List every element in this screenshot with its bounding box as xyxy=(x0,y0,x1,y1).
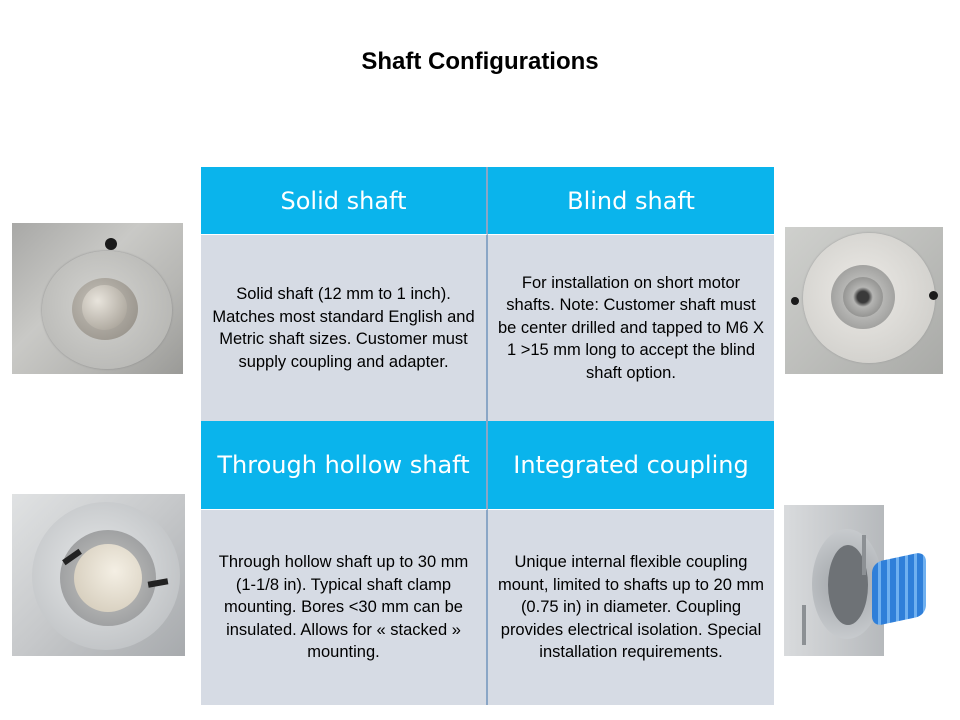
desc-blind-shaft: For installation on short motor shafts. Note: Customer shaft must be center drilled and tapped to M6 X 1 >15 mm long to accept the blind shaft option. xyxy=(488,234,774,421)
desc-through-hollow-shaft: Through hollow shaft up to 30 mm (1-1/8 in). Typical shaft clamp mounting. Bores <30 mm can be insulated. Allows for « stacked » mounting. xyxy=(201,509,488,705)
integrated-coupling-photo xyxy=(784,505,943,656)
header-integrated-coupling: Integrated coupling xyxy=(488,421,774,509)
blind-shaft-photo xyxy=(785,227,943,374)
header-through-hollow-shaft: Through hollow shaft xyxy=(201,421,488,509)
through-hollow-shaft-photo xyxy=(12,494,185,656)
desc-integrated-coupling: Unique internal flexible coupling mount, limited to shafts up to 20 mm (0.75 in) in diameter. Coupling provides electrical isolation. Special installation requirements. xyxy=(488,509,774,705)
slide-title: Shaft Configurations xyxy=(361,48,599,75)
header-blind-shaft: Blind shaft xyxy=(488,167,774,234)
header-solid-shaft: Solid shaft xyxy=(201,167,488,234)
desc-solid-shaft: Solid shaft (12 mm to 1 inch). Matches most standard English and Metric shaft sizes. Customer must supply coupling and adapter. xyxy=(201,234,488,421)
solid-shaft-photo xyxy=(12,223,183,374)
shaft-config-table xyxy=(201,167,774,705)
